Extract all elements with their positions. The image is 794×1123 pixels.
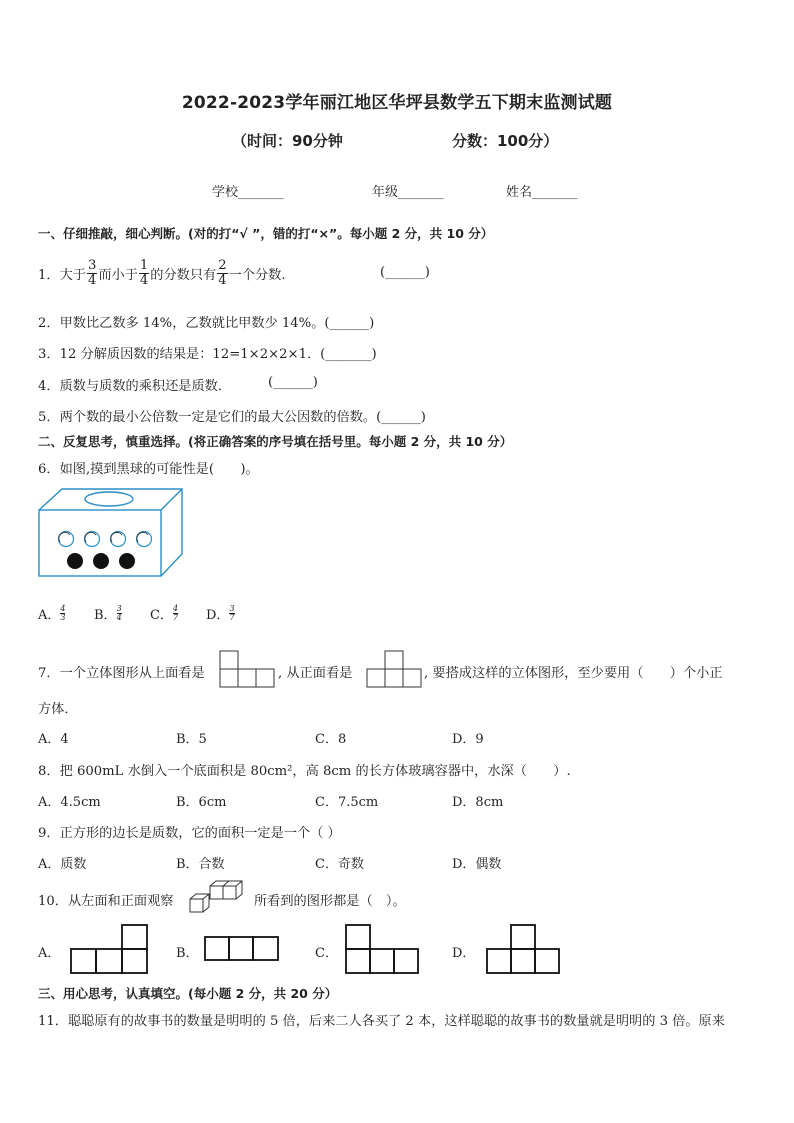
q1-suffix: 一个分数. [228,267,286,283]
question-7-part1: 7．一个立体图形从上面看是 [38,666,205,681]
q6-option-c[interactable]: C． 4 7 [150,604,179,623]
q10-option-a-label[interactable]: A． [38,946,61,961]
question-5: 5．两个数的最小公倍数一定是它们的最大公因数的倍数。(______) [38,410,426,425]
q1-prefix: 1．大于 [38,267,86,283]
fraction-three-quarters: $\frac{3}{4}$ [87,258,97,288]
question-6: 6．如图,摸到黑球的可能性是( )。 [38,462,259,477]
q7-option-d[interactable]: D．9 [452,732,484,747]
question-10-part1: 10．从左面和正面观察 [38,894,174,909]
q7-option-a[interactable]: A．4 [38,732,69,747]
section-3-heading: 三、用心思考，认真填空。(每小题 2 分，共 20 分） [38,986,338,1001]
q10-option-d-figure[interactable] [486,924,562,974]
q8-option-d[interactable]: D．8cm [452,795,504,810]
q7-top-view-figure [219,650,275,688]
question-10-part2: 所看到的图形都是（ ）。 [254,894,406,909]
q6-option-b[interactable]: B． 3 4 [94,604,122,623]
fraction-two-quarters: $\frac{2}{4}$ [218,258,227,288]
name-field[interactable]: 姓名_______ [506,185,578,200]
q7-option-b[interactable]: B．5 [176,732,207,747]
q9-option-c[interactable]: C．奇数 [315,857,364,872]
exam-time: （时间：90分钟 [232,132,343,150]
question-7-line2: 方体． [38,702,78,717]
q8-option-a[interactable]: A．4.5cm [38,795,101,810]
fraction-one-quarter: $\frac{1}{4}$ [139,258,149,288]
q9-option-a[interactable]: A．质数 [38,857,87,872]
q8-option-b[interactable]: B．6cm [176,795,227,810]
q10-option-b-label[interactable]: B． [176,946,199,961]
q7-front-view-figure [366,650,422,688]
question-8: 8．把 600mL 水倒入一个底面积是 80cm²，高 8cm 的长方体玻璃容器中，水深（ ）. [38,764,571,779]
q1-answer-blank[interactable]: (______) [380,265,430,280]
q1-mid1: 而小于 [98,267,138,283]
exam-score: 分数：100分） [452,132,559,150]
q10-option-a-figure[interactable] [70,924,150,974]
q7-option-c[interactable]: C．8 [315,732,347,747]
q9-option-b[interactable]: B．合数 [176,857,225,872]
page-title: 2022-2023学年丽江地区华坪县数学五下期末监测试题 [181,93,613,113]
question-3: 3．12 分解质因数的结果是：12=1×2×2×1．(_______) [38,347,377,362]
q1-mid2: 的分数只有 [150,267,217,283]
q6-option-a[interactable]: A． 4 3 [38,604,66,623]
q6-option-d[interactable]: D． 3 7 [206,604,235,623]
question-7-part2: , 从正面看是 [278,666,353,681]
question-9: 9．正方形的边长是质数，它的面积一定是一个（ ） [38,826,341,841]
q10-cubes-figure [188,880,250,916]
q9-option-d[interactable]: D．偶数 [452,857,502,872]
q10-option-d-label[interactable]: D． [452,946,476,961]
question-2: 2．甲数比乙数多 14%，乙数就比甲数少 14%。(______) [38,316,375,331]
q4-answer-blank[interactable]: (______) [268,375,318,390]
q10-option-c-figure[interactable] [345,924,421,974]
question-1 [38,254,286,292]
q10-option-c-label[interactable]: C． [315,946,338,961]
section-2-heading: 二、反复思考，慎重选择。(将正确答案的序号填在括号里。每小题 2 分，共 10 分） [38,434,513,449]
question-4: 4．质数与质数的乘积还是质数． [38,379,232,394]
section-1-heading: 一、仔细推敲，细心判断。(对的打“√ ”，错的打“×”。每小题 2 分，共 10 分） [38,226,494,241]
school-field[interactable]: 学校_______ [212,185,284,200]
question-7-part3: , 要搭成这样的立体图形，至少要用（ ）个小正 [424,666,723,681]
grade-field[interactable]: 年级_______ [372,185,444,200]
q10-option-b-figure[interactable] [204,936,280,962]
question-11: 11．聪聪原有的故事书的数量是明明的 5 倍，后来二人各买了 2 本，这样聪聪的故事书的数量就是明明的 3 倍。原来 [38,1014,725,1029]
q8-option-c[interactable]: C．7.5cm [315,795,379,810]
ball-box-figure [38,488,188,580]
